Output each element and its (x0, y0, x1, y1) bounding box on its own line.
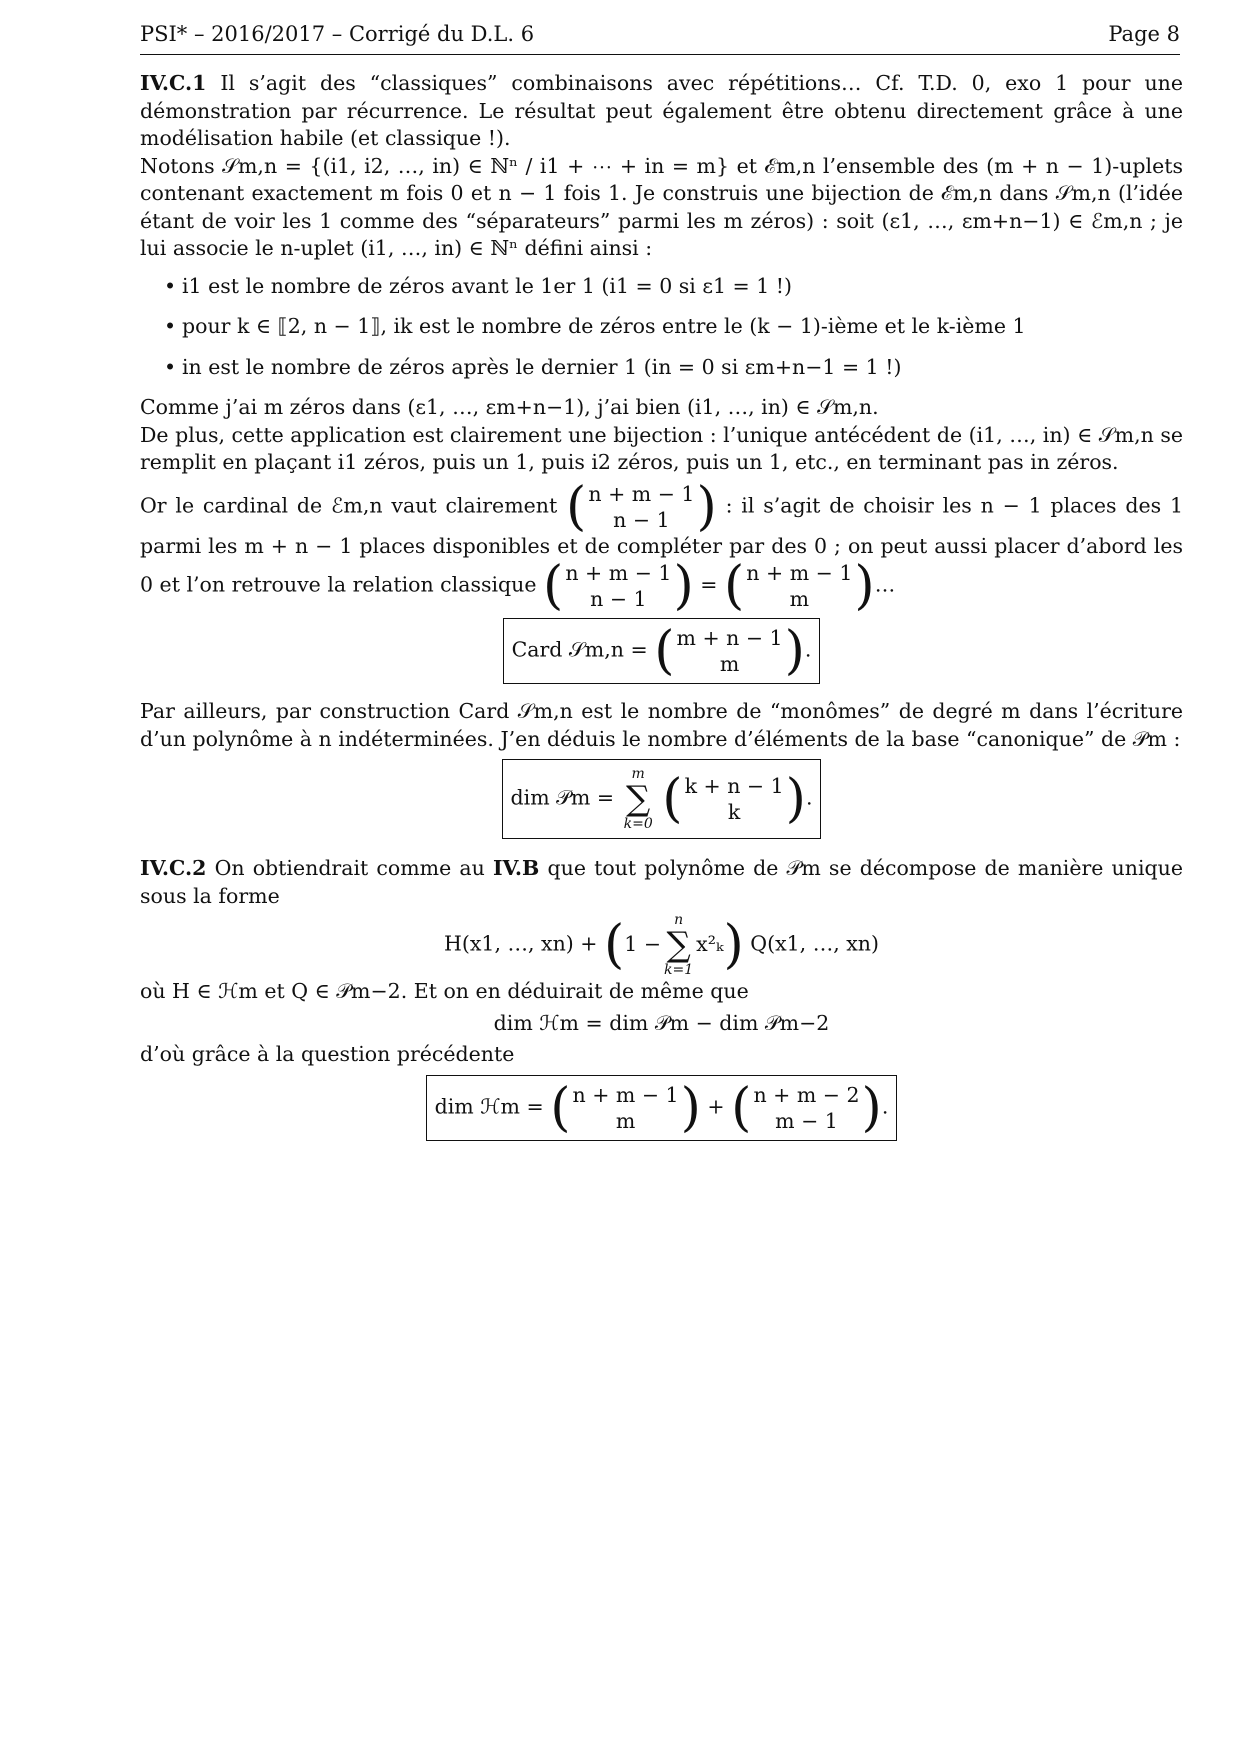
dim-relation: dim ℋm = dim 𝒫m − dim 𝒫m−2 (493, 1010, 830, 1035)
binom-bottom: n − 1 (590, 587, 647, 611)
document-body (140, 70, 1183, 1141)
paragraph-ailleurs: Par ailleurs, par construction Card 𝒮m,n est le nombre de “monômes” de degré m dans l’écriture d’un polynôme à n indéterminées. J’en déduis le nombre d’éléments de la base “canonique” de 𝒫m : (140, 699, 1183, 751)
binom-top: n + m − 1 (572, 1082, 679, 1107)
paragraph-notons: Notons 𝒮m,n = {(i1, i2, …, in) ∈ ℕⁿ / i1 + ⋯ + in = m} et ℰm,n l’ensemble des (m + n − 1)-uplets contenant exactement m fois 0 et n − 1 fois 1. Je construis une bijection de ℰm,n dans 𝒮m,n (l’idée étant de voir les 1 comme des “séparateurs” parmi les m zéros) : soit (ε1, …, εm+n−1) ∈ ℰm,n ; je lui associe le n-uplet (i1, …, in) ∈ ℕⁿ défini ainsi : (140, 153, 1183, 260)
binom-bottom: m (615, 1108, 636, 1133)
binomial-dim: ( k + n − 1 k ) (662, 769, 806, 829)
boxed-final-result (140, 1075, 1183, 1141)
formula-q: Q(x1, …, xn) (750, 931, 880, 956)
sum-upper: n (674, 912, 684, 928)
sum-lower: k=0 (623, 816, 653, 832)
card-lhs: Card 𝒮m,n = (511, 637, 648, 662)
header-title: PSI* – 2016/2017 – Corrigé du D.L. 6 (140, 22, 535, 46)
sum-symbol: n ∑ k=1 (664, 912, 694, 978)
section-label-ivc2: IV.C.2 (140, 856, 207, 880)
paragraph-ivc2 (140, 855, 1183, 910)
formula-h: H(x1, …, xn) + (443, 931, 598, 956)
binom-bottom: m (789, 587, 810, 611)
binom-bottom: m (719, 652, 740, 676)
bullet-list (164, 273, 1183, 382)
binomial-2: ( n + m − 1 n − 1 ) (543, 556, 694, 616)
paragraph-cardinal (140, 476, 1183, 616)
period: . (804, 637, 812, 662)
boxed-card-result (140, 618, 1183, 684)
binom-top: n + m − 1 (746, 561, 853, 585)
binomial-final-1: ( n + m − 1 m ) (550, 1077, 701, 1138)
binomial-3: ( n + m − 1 m ) (723, 556, 875, 616)
final-lhs: dim ℋm = (434, 1094, 544, 1118)
decomposition-formula (140, 912, 1183, 978)
paren-group: ( 1 − n ∑ k=1 x²ₖ ) (604, 912, 744, 978)
result-box (503, 618, 821, 684)
cardinal-text-b: : il s’agit de choisir les n − 1 places des 1 parmi les m + n − 1 places disponibles et de compléter par des 0 ; on peut aussi placer d’abord les 0 et l’on retrouve la relation classique (140, 493, 1183, 597)
period: . (805, 785, 813, 810)
binom-top: m + n − 1 (676, 626, 783, 650)
period: . (881, 1094, 889, 1118)
binomial-card: ( m + n − 1 m ) (654, 621, 805, 681)
list-item: • i1 est le nombre de zéros avant le 1er 1 (i1 = 0 si ε1 = 1 !) (164, 273, 1183, 301)
binom-top: n + m − 1 (588, 481, 695, 506)
x-k-squared: x²ₖ (696, 932, 724, 957)
paragraph-intro (140, 70, 1183, 153)
page-number: Page 8 (1108, 22, 1180, 46)
binomial-1: ( n + m − 1 n − 1 ) (566, 476, 717, 537)
paragraph-dou: d’où grâce à la question précédente (140, 1042, 515, 1066)
ivc2-text-2: que tout polynôme de 𝒫m se décompose de manière unique sous la forme (140, 856, 1183, 908)
sum-symbol: m ∑ k=0 (623, 766, 653, 832)
binom-top: n + m − 1 (565, 561, 672, 585)
boxed-dim-result (140, 759, 1183, 839)
section-label-ivc1: IV.C.1 (140, 71, 207, 95)
ivc2-text-1: On obtiendrait comme au (214, 856, 485, 880)
plus-sign: + (707, 1094, 725, 1118)
paragraph-comme: Comme j’ai m zéros dans (ε1, …, εm+n−1), j’ai bien (i1, …, in) ∈ 𝒮m,n. (140, 395, 879, 419)
cardinal-text-a: Or le cardinal de ℰm,n vaut clairement (140, 493, 558, 517)
section-reference: IV.B (492, 856, 540, 880)
binom-top: n + m − 2 (753, 1082, 860, 1107)
paragraph-ou: où H ∈ ℋm et Q ∈ 𝒫m−2. Et on en déduirait de même que (140, 979, 749, 1003)
sum-lower: k=1 (664, 962, 694, 978)
result-box (426, 1075, 898, 1141)
list-item: • pour k ∈ ⟦2, n − 1⟧, ik est le nombre de zéros entre le (k − 1)-ième et le k-ième 1 (164, 313, 1183, 341)
binom-top: k + n − 1 (684, 774, 784, 798)
ellipsis: … (874, 572, 896, 597)
dim-lhs: dim 𝒫m = (510, 785, 615, 810)
paragraph-deplus: De plus, cette application est clairement une bijection : l’unique antécédent de (i1, …, in) ∈ 𝒮m,n se remplit en plaçant i1 zéros, puis un 1, puis i2 zéros, puis un 1, etc., en terminant pas in zéros. (140, 422, 1183, 474)
intro-text: Il s’agit des “classiques” combinaisons avec répétitions… Cf. T.D. 0, exo 1 pour une démonstration par récurrence. Le résultat peut également être obtenu directement grâce à une modélisation habile (et classique !). (140, 71, 1183, 150)
list-item: • in est le nombre de zéros après le dernier 1 (in = 0 si εm+n−1 = 1 !) (164, 354, 1183, 382)
binom-bottom: k (727, 800, 741, 824)
equals-sign: = (700, 572, 718, 597)
binom-bottom: n − 1 (613, 507, 670, 532)
sum-upper: m (631, 766, 645, 782)
page-header (140, 18, 1180, 55)
binomial-final-2: ( n + m − 2 m − 1 ) (731, 1077, 882, 1138)
binom-bottom: m − 1 (775, 1108, 838, 1133)
result-box (502, 759, 822, 839)
one-minus: 1 − (624, 932, 662, 957)
